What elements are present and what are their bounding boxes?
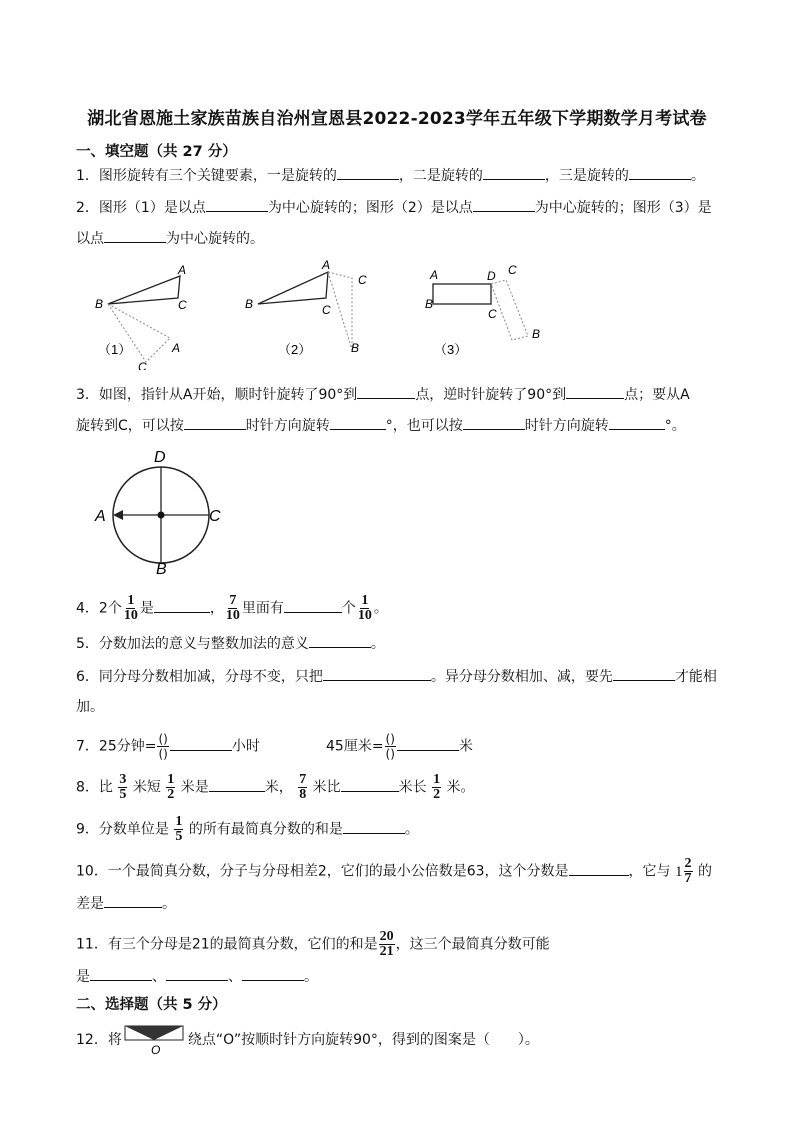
svg-text:B: B: [95, 297, 104, 311]
question-11: 11．有三个分母是21的最简真分数，它们的和是 $\frac{20}{21}$ ，这三个最简真分数可能: [76, 929, 550, 959]
svg-text:A: A: [430, 268, 439, 282]
question-6-cont: 加。: [76, 699, 104, 715]
svg-text:（2）: （2）: [278, 342, 312, 357]
answer-blank[interactable]: [323, 666, 431, 681]
svg-text:C: C: [508, 263, 517, 277]
question-9: 9．分数单位是 $\frac{1}{5}$ 的所有最简真分数的和是 。: [76, 814, 419, 844]
svg-text:B: B: [425, 297, 434, 311]
fraction: $\frac{1}{2}$: [433, 772, 441, 802]
question-3: 3．如图，指针从A开始，顺时针旋转了90°到 点，逆时针旋转了90°到 点；要从A: [76, 384, 690, 405]
answer-blank[interactable]: [609, 415, 665, 430]
question-8: 8．比 $\frac{3}{5}$ 米短 $\frac{1}{2}$ 米是 米， $\frac{7}{8}$ 米比 米长 $\frac{1}{2}$ 米。: [76, 772, 475, 802]
question-10: 10．一个最简真分数，分子与分母相差2，它们的最小公倍数是63，这个分数是 ，它与 1 $\frac{2}{7}$ 的: [76, 856, 712, 886]
rotation-figures: [88, 258, 568, 370]
fraction: $\frac{20}{21}$: [379, 929, 394, 959]
svg-text:B: B: [245, 297, 254, 311]
answer-blank[interactable]: [209, 777, 265, 792]
answer-blank[interactable]: [613, 666, 675, 681]
question-2: 2．图形（1）是以点 为中心旋转的；图形（2）是以点 为中心旋转的；图形（3）是: [76, 197, 712, 218]
svg-text:A: A: [172, 341, 181, 355]
svg-text:B: B: [351, 341, 360, 355]
answer-blank[interactable]: [184, 415, 246, 430]
answer-blank[interactable]: [104, 228, 166, 243]
svg-text:B: B: [532, 327, 541, 341]
figure-2: [245, 258, 367, 357]
answer-blank[interactable]: [206, 197, 268, 212]
svg-text:C: C: [322, 303, 331, 317]
fraction: $\frac{1}{10}$: [357, 593, 372, 623]
svg-text:C: C: [138, 360, 147, 370]
section-multiple-choice: 二、选择题（共 5 分）: [76, 997, 227, 1013]
question-3-cont: 旋转到C，可以按 时针方向旋转 °，也可以按 时针方向旋转 °。: [76, 415, 686, 436]
fraction: $\frac{1}{5}$: [175, 814, 183, 844]
fraction-blank[interactable]: $\frac{()}{()}$: [385, 732, 395, 761]
question-5: 5．分数加法的意义与整数加法的意义 。: [76, 633, 385, 654]
question-6: 6．同分母分数相加减，分母不变，只把 。异分母分数相加、减，要先 才能相: [76, 666, 717, 687]
rotation-pattern-figure: [124, 1024, 186, 1056]
answer-blank[interactable]: [309, 633, 371, 648]
mixed-number: 1 $\frac{2}{7}$: [675, 856, 692, 886]
answer-blank[interactable]: [330, 415, 386, 430]
answer-blank[interactable]: [337, 165, 399, 180]
answer-blank[interactable]: [473, 197, 535, 212]
answer-blank[interactable]: [341, 777, 399, 792]
answer-blank[interactable]: [154, 598, 210, 613]
svg-text:D: D: [487, 269, 496, 283]
answer-blank[interactable]: [242, 966, 304, 981]
fraction: $\frac{1}{2}$: [167, 772, 175, 802]
svg-text:C: C: [488, 307, 497, 321]
answer-blank[interactable]: [397, 736, 459, 751]
svg-text:D: D: [154, 449, 166, 466]
answer-blank[interactable]: [104, 893, 162, 908]
fraction: $\frac{7}{8}$: [299, 772, 307, 802]
answer-blank[interactable]: [566, 384, 624, 399]
section-fill-in: 一、填空题（共 27 分）: [76, 144, 237, 160]
question-11-cont: 是 、 、 。: [76, 966, 318, 987]
answer-blank[interactable]: [90, 966, 152, 981]
svg-text:C: C: [209, 508, 221, 525]
svg-text:A: A: [178, 263, 187, 277]
svg-text:A: A: [95, 508, 106, 525]
svg-text:B: B: [156, 561, 167, 576]
figure-3: [425, 263, 540, 357]
svg-text:A: A: [322, 258, 331, 272]
question-7: 7．25分钟= $\frac{()}{()}$ 小时: [76, 732, 260, 761]
clock-dial-figure: [90, 444, 230, 576]
answer-blank[interactable]: [166, 966, 228, 981]
answer-blank[interactable]: [170, 736, 232, 751]
answer-blank[interactable]: [569, 861, 629, 876]
question-10-cont: 差是 。: [76, 893, 176, 914]
question-12: 12．将 O 绕点“O”按顺时针方向旋转90°，得到的图案是（ ）。: [76, 1024, 539, 1056]
fraction: $\frac{3}{5}$: [119, 772, 127, 802]
answer-blank[interactable]: [284, 598, 342, 613]
svg-text:（1）: （1）: [98, 342, 132, 357]
question-4: 4．2个 $\frac{1}{10}$ 是 ， $\frac{7}{10}$ 里面有 个 $\frac{1}{10}$ 。: [76, 593, 388, 623]
answer-blank[interactable]: [463, 415, 525, 430]
svg-text:O: O: [150, 1043, 161, 1056]
svg-text:C: C: [178, 298, 187, 312]
fraction: $\frac{7}{10}$: [225, 593, 240, 623]
page-title: 湖北省恩施土家族苗族自治州宣恩县2022-2023学年五年级下学期数学月考试卷: [87, 109, 707, 129]
answer-blank[interactable]: [357, 384, 415, 399]
answer-blank[interactable]: [343, 819, 405, 834]
answer-blank[interactable]: [483, 165, 545, 180]
fraction-blank[interactable]: $\frac{()}{()}$: [158, 732, 168, 761]
question-1: 1．图形旋转有三个关键要素，一是旋转的 ，二是旋转的 ，三是旋转的 。: [76, 165, 705, 186]
question-7-part2: 45厘米= $\frac{()}{()}$ 米: [326, 732, 473, 761]
figure-1: [95, 263, 187, 370]
answer-blank[interactable]: [629, 165, 691, 180]
svg-text:（3）: （3）: [434, 342, 468, 357]
fraction: $\frac{1}{10}$: [123, 593, 138, 623]
question-2-cont: 以点 为中心旋转的。: [76, 228, 264, 249]
svg-text:C: C: [358, 273, 367, 287]
